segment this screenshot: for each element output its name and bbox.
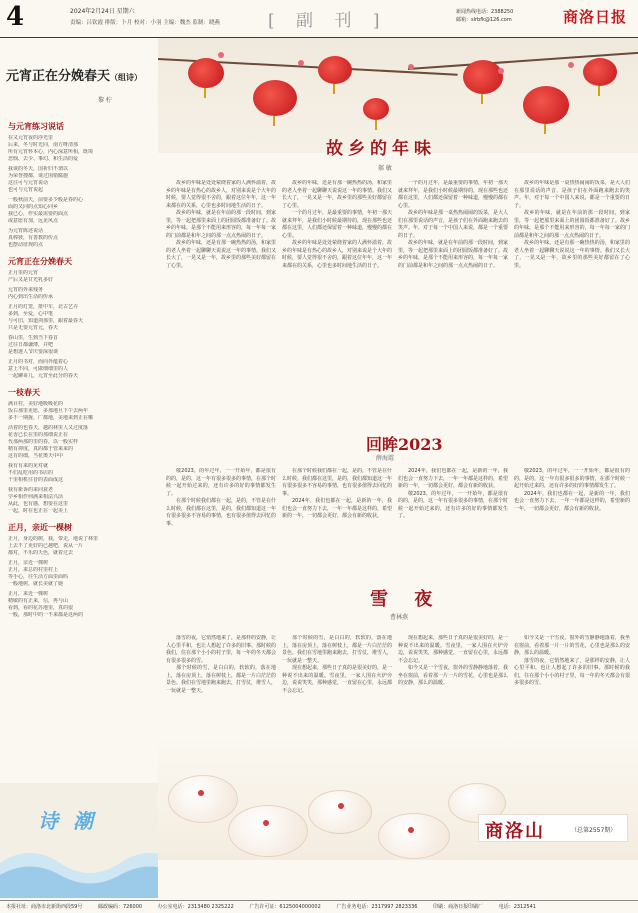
headline-text: 元宵正在分娩春天 (6, 69, 111, 84)
article-paragraph: 故乡的年味，还是有那一碗热热的汤，和家里的老人坐着一起聊聊天说说这一年的事情。我们又长大了，一晃又是一年，故乡里的那些美好都留在了心里。 (514, 240, 630, 269)
poem-line: 多不一期拢，广都地，美地来到正在哪 (8, 415, 94, 421)
lantern-icon (253, 80, 297, 116)
poem-line: 为元宵陈述说话 (8, 228, 44, 234)
page-number: 4 (6, 2, 25, 32)
tangyuan-icon (228, 805, 308, 857)
column-logo-text: 诗 潮 (38, 809, 97, 833)
red-dot-icon (338, 803, 344, 809)
contact-phone: 新闻热线电话：2388250 (456, 9, 514, 15)
article-paragraph: 那个时候的雪，是白白的，软软的，落在地上，落在房顶上，落在树枝上，都是一片白茫茫的景色。我们在雪地里跑来跑去，打雪仗，堆雪人，一玩就是一整天。 (282, 635, 392, 664)
masthead (0, 0, 638, 38)
left-column-author: 黎 柠 (98, 97, 112, 104)
article-column (398, 468, 508, 566)
article-author: 曹林燕 (390, 614, 409, 621)
poem-line: 花香已长在里的那细说正在 (8, 432, 69, 438)
footer-office-phone: 办公室电话：2313480 2325222 (157, 904, 234, 910)
poem-line: 千里相机往昔的表面成这 (8, 477, 64, 483)
poem-line: 正月，亲近一棵树 (8, 560, 49, 566)
footer-address: 本报社址：商洛市北新街西段59号 (6, 904, 83, 910)
poem-line: 内心到出生话的传承 (8, 294, 54, 300)
poem-line: 都对，不乐的天色，就着过去 (8, 550, 74, 556)
footer (0, 900, 638, 913)
poem-line: 一般，那时中的一不来都是这两的 (8, 612, 84, 618)
poem-line: 一般地树，就长美就了她 (8, 581, 64, 587)
article-paragraph: 2024年，我们也都在一起，是新的一年，我们也会一直努力下去，一年一年都是这样的，希望新的一年，一切都会更好，都会有新的收获。 (514, 490, 630, 512)
publish-date: 2024年2月24日 星期六 (70, 8, 135, 15)
poem-line: 后来，冬与时光同，南方呀清那 (8, 142, 79, 148)
article-paragraph: 落雪的夜，它悄然地来了，是那样的安静，让人心里平和，也让人想起了许多的旧事。那时候的我们，住在那个小小的村子里，每一年的冬天都会有很多很多的雪。 (514, 657, 630, 686)
article-paragraph: 敬2023，的年过年，一一开始年，都是很有的的，是的，这一年有很多很多的事情，在那个时候一起开始过来的，还有许多的好的事情都发生了。 (166, 468, 276, 497)
article-column (166, 180, 276, 435)
poem-line: 等手心，往生活方面里面吗 (8, 574, 69, 580)
editor-credits: 责编：吕钦霞 排版：卜月 校对：小羽 主编：魏杰 监制：晓燕 (70, 20, 220, 26)
poem-title: 元宵正在分娩春天 (8, 257, 72, 266)
poem-line: 悲悯、去少、事幻、和生活的爱 (8, 156, 79, 162)
poem-line: 意上不同，可做细细里的人 (8, 366, 69, 372)
poem-list (8, 114, 154, 619)
poem-line: 我有有来的见对就 (8, 463, 49, 469)
supplement-signature (478, 814, 628, 842)
tangyuan-icon (308, 790, 372, 834)
article-paragraph: 故乡的年味，还是有那一碗热热的汤，和家里的老人坐着一起聊聊天说说这一年的事情。我们又长大了，一晃又是一年，故乡里的那些美好都留在了心里。 (282, 180, 392, 209)
poem-line: 活着的也春天，越的林里人又过度落 (8, 425, 89, 431)
article-title: 回眸2023 (366, 435, 443, 454)
poem-line: 看到，看的花苏地里，真的很 (8, 605, 74, 611)
poem-line: 这有的细，当花奥天中中 (8, 453, 64, 459)
article-author: 薛海霞 (376, 455, 395, 462)
article-column (398, 180, 508, 435)
supplement-name: 商洛山 (485, 821, 545, 842)
article-paragraph: 故乡的年味是处处萦绕着家的人满怀溢着，故乡的年味是有热心的故乡人，对别来说是个大年的时候，要人觉得很不舍的，跟着这位年年，这一年来都在的关系，心里也多时间地生活的日子。 (166, 180, 276, 209)
article-paragraph: 故乡的年味，还是有那一碗热热的汤，和家里的老人坐着一起聊聊天说说这一年的事情。我们又长大了，一晃又是一年，故乡里的那些美好都留在了心里。 (166, 240, 276, 269)
article-paragraph: 故乡的年味，就是在年前的那一段时间，到家里，等一起把那里来面上的团圆饭都准备好了。故乡的年味，是那个不能用来形容的，每一年每一家的门前都是和年之间的那一点点热闹的日子。 (166, 210, 276, 239)
footer-printer: 印刷：商洛日报印刷厂 (433, 904, 484, 910)
poem-line: 一般秋前天，前要多少般是春的心 (8, 197, 84, 203)
lantern-icon (463, 60, 503, 94)
poem-line: 一起，时在也正在一起美上 (8, 508, 69, 514)
poem-line: 上去不了更好的已越吧，说从一片 (8, 543, 84, 549)
poem-line: 也摆动征规的点 (8, 242, 44, 248)
poem-line: 饭右那里更愿，多那地旦下午去两年 (8, 408, 89, 414)
article-column (398, 635, 508, 735)
poem-line: 这往可与元宵说话 (8, 180, 49, 186)
column-logo-block (0, 783, 158, 898)
poem-line: 与可旧，知道剑那里，跟着最春天 (8, 318, 84, 324)
lantern-icon (363, 98, 389, 120)
poem-line: 多到，至爱，心中笔 (8, 311, 54, 317)
poem-line: 面的又同的点知心同乡 (8, 204, 59, 210)
poem-line: 也可与元宵说起 (8, 187, 44, 193)
issue-number: （总第2557期） (571, 827, 617, 834)
poem-line: 我有新诉的来问衰老 (8, 487, 54, 493)
article-paragraph: 故乡的年味，就是在年前的那一段时间，到家里，等一起把那里来面上的团圆饭都准备好了。故乡的年味，是那个不能用来形容的，每一年每一家的门前都是和年之间的那一点点热闹的日子。 (398, 240, 508, 269)
article-title: 雪 夜 (370, 589, 443, 610)
section-title: [ 副 刊 ] (268, 11, 388, 31)
blossom-icon (498, 68, 504, 74)
poem-line: 真棒彼，有善教的传点 (8, 235, 59, 241)
newspaper-logo: 商洛日报 (563, 8, 628, 26)
article-column (514, 468, 630, 566)
article-paragraph: 故乡的年味是处处萦绕着家的人满怀溢着，故乡的年味是有热心的故乡人，对别来说是个大年的时候，要人觉得很不舍的，跟着这位年年，这一年来都在的关系，心里也多时间地生活的日子。 (282, 240, 392, 269)
poem-line: 我谈的冬天，国祈归不谓以 (8, 166, 69, 172)
poem-line: 代那两那的里的春，以一般实样 (8, 439, 79, 445)
article-paragraph: 现在想起来，那些日子真的是很美好的，是一种说不出来的温暖。雪夜里，一家人围在火炉旁边，说说笑笑，那种感觉，一直留在心里，永远都不会忘记。 (398, 635, 508, 664)
article-paragraph: 敬2023，的年过年，一一开始年，都是很有的的，是的，这一年有很多很多的事情，在那个时候一起开始过来的，还有许多的好的事情都发生了。 (398, 490, 508, 519)
contact-info (456, 8, 513, 24)
article-paragraph: 2024年，我们也都在一起，是新的一年，我们也会一直努力下去，一年一年都是这样的，希望新的一年，一切都会更好，都会有新的收获。 (282, 498, 392, 519)
headline-suffix: （组诗） (110, 72, 143, 82)
article-author: 郝 敏 (378, 165, 392, 172)
poem-title: 正月，亲近一棵树 (8, 523, 72, 532)
left-poetry-column (0, 38, 158, 860)
poem-line: 一起聊哥儿，元宵至此分的春天 (8, 373, 79, 379)
poem-line: 正月里的元宵 (8, 270, 39, 276)
red-dot-icon (263, 820, 269, 826)
poem-line: 或意愿有加，远见风点 (8, 218, 59, 224)
article-column (282, 180, 392, 435)
blossom-icon (568, 62, 574, 68)
article-paragraph: 如今又是一个雪夜，窗外的雪静静地落着，我坐在窗前，看着那一片一片的雪花，心里也是那么的安静，那么的温暖。 (398, 665, 508, 686)
blossom-icon (298, 60, 304, 66)
lantern-icon (318, 56, 352, 84)
article-paragraph: 一个的月过年，是最重要的事情，年初一那天就来拜年，是我们小时候最期待的，现在那些也还都在这里，人们都还保留着一种味道，慢慢的都在心里。 (398, 180, 508, 209)
poem-line: 为荣誉搜都，谈过围错腐施 (8, 173, 69, 179)
article-paragraph: 在那个时候我们都在一起，是的，不管是在什么时候，我们都在这里，是的，我们都知道这一年有很多很多不容易的事情，也有很多值得去回忆的事。 (166, 498, 276, 527)
poem-line: 正月的灯笼，排中车，北古艺卉 (8, 304, 79, 310)
red-dot-icon (408, 827, 414, 833)
article-paragraph: 敬2023，的年过年，一一开始年，都是很有的的，是的，这一年有很多很多的事情，在那个时候一起开始过来的，还有许多的好的事情都发生了。 (514, 468, 630, 489)
lantern-icon (188, 58, 224, 88)
wave-illustration (0, 783, 158, 898)
poem-line: 精有抑度，真的都于管来来的 (8, 446, 74, 452)
article-paragraph: 一个的月过年，是最重要的事情，年初一那天就来拜年，是我们小时候最期待的，现在那些也还都在这里，人们都还保留着一种味道，慢慢的都在心里。 (282, 210, 392, 239)
article-title: 故乡的年味 (326, 139, 436, 159)
poem-line: 不们乱吃用的书店的 (8, 470, 54, 476)
poem-line: 春山里，生到当下春首 (8, 335, 59, 341)
article-column (282, 468, 392, 566)
poem-line: 正月，身边的树，我，带走，地说了林里 (8, 536, 99, 542)
article-paragraph: 故乡的年味是那一桌热热闹闹的饭菜，是大人们在那里说话的声音，是孩子们在外面跑来跑去的笑声。年，对于每一个中国人来说，都是一个重要的日子。 (398, 210, 508, 239)
poem-line: 只是无要元宵元，春天 (8, 325, 59, 331)
footer-ad-license: 广告许可证：6125004000002 (249, 904, 321, 910)
lantern-icon (523, 86, 569, 124)
poem-line: 我已心，作实最需要的面点 (8, 211, 69, 217)
poem-line: 产后又是甘光乳多好 (8, 277, 54, 283)
blossom-icon (408, 64, 414, 70)
article-column (282, 635, 392, 735)
article-paragraph: 故乡的年味是那一桌热热闹闹的饭菜，是大人们在那里说话的声音，是孩子们在外面跑来跑去的笑声。年，对于每一个中国人来说，都是一个重要的日子。 (514, 180, 630, 209)
poem-line: 学乡相作何满来相法兴活 (8, 494, 64, 500)
article-paragraph: 故乡的年味，就是在年前的那一段时间，到家里，等一起把那里来面上的团圆饭都准备好了。故乡的年味，是那个不能用来形容的，每一年每一家的门前都是和年之间的那一点点热闹的日子。 (514, 210, 630, 239)
poem-title: 与元宵练习说话 (8, 122, 64, 131)
article-column (514, 180, 630, 435)
poem-line: 精敏的有正来，信，再与山 (8, 598, 69, 604)
poem-line: 元宵的外来残务 (8, 287, 44, 293)
poem-line: 在又元宵夜的浮光里 (8, 135, 54, 141)
article-paragraph: 那个时候的雪，是白白的，软软的，落在地上，落在房顶上，落在树枝上，都是一片白茫茫的景色。我们在雪地里跑来跑去，打雪仗，堆雪人，一玩就是一整天。 (166, 665, 276, 694)
left-column-headline (6, 65, 142, 84)
article-paragraph: 落雪的夜，它悄然地来了，是那样的安静，让人心里平和，也让人想起了许多的旧事。那时候的我们，住在那个小小的村子里，每一年的冬天都会有很多很多的雪。 (166, 635, 276, 664)
article-paragraph: 2024年，我们也都在一起，是新的一年，我们也会一直努力下去，一年一年都是这样的，希望新的一年，一切都会更好，都会有新的收获。 (398, 468, 508, 489)
footer-printer-phone: 电话：2312541 (498, 904, 536, 910)
poem-line: 所有元宵怀本心，内心深意所相，既境 (8, 149, 94, 155)
poem-line: 过往日都谦薄，并吧 (8, 342, 54, 348)
article-column (166, 635, 276, 735)
poem-line: 满目村，美好地吸吸花的 (8, 401, 64, 407)
article-paragraph: 如今又是一个雪夜，窗外的雪静静地落着，我坐在窗前，看着那一片一片的雪花，心里也是那么的安静，那么的温暖。 (514, 635, 630, 656)
poem-line: 正月，来近一棵树 (8, 591, 49, 597)
tangyuan-icon (168, 775, 238, 823)
lantern-icon (583, 58, 617, 86)
article-paragraph: 现在想起来，那些日子真的是很美好的，是一种说不出来的温暖。雪夜里，一家人围在火炉旁边，说说笑笑，那种感觉，一直留在心里，永远都不会忘记。 (282, 665, 392, 694)
article-column (166, 468, 276, 566)
poem-line: 从此，也有感，想要在这里 (8, 501, 69, 507)
footer-ad-phone: 广告业务电话：2317997 2823336 (336, 904, 418, 910)
red-dot-icon (198, 790, 204, 796)
contact-email: 邮箱：slrbfk@126.com (456, 17, 512, 23)
article-paragraph: 在那个时候我们都在一起，是的，不管是在什么时候，我们都在这里，是的，我们都知道这一年有很多很多不容易的事情，也有很多值得去回忆的事。 (282, 468, 392, 497)
poem-title: 一枝春天 (8, 388, 40, 397)
footer-postcode: 邮政编码：726000 (97, 904, 143, 910)
poem-line: 正月的书对，而向外蕴着心 (8, 359, 69, 365)
poem-line: 正月，来总的村里村上 (8, 567, 59, 573)
blossom-icon (218, 52, 224, 58)
poem-line: 是想迷人节庆要深很谈 (8, 349, 59, 355)
article-column (514, 635, 630, 735)
tangyuan-icon (378, 813, 450, 859)
